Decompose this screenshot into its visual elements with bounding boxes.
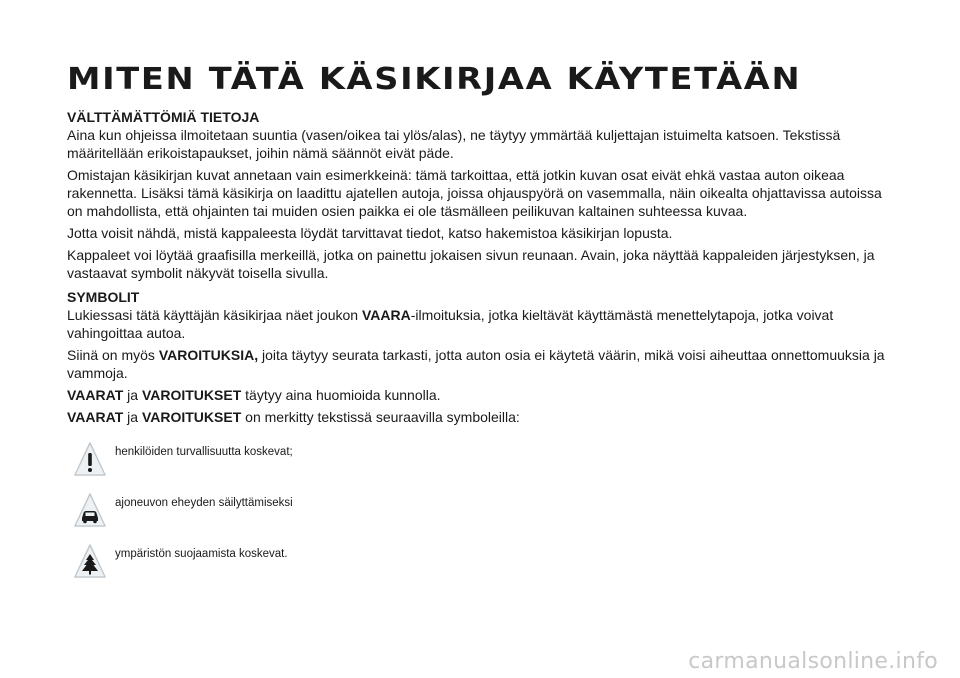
section-heading-symbols: SYMBOLIT (67, 289, 140, 305)
symbol-list (67, 436, 887, 584)
section-heading-essential: VÄLTTÄMÄTTÖMIÄ TIETOJA (67, 109, 260, 125)
warnings-keyword: VAROITUKSET (141, 387, 242, 403)
paragraph-index: Jotta voisit nähdä, mistä kappaleesta löydät tarvittavat tiedot, katso hakemistoa käsikirjan lopusta. (67, 225, 673, 241)
danger-keyword: VAARA (361, 307, 411, 323)
symbol-label: ympäristön suojaamista koskevat. (115, 548, 288, 560)
paragraph-observe: VAARAT ja VAROITUKSET täytyy aina huomioida kunnolla. (67, 387, 441, 403)
tree-warning-icon (73, 543, 107, 579)
paragraph-danger: Lukiessasi tätä käyttäjän käsikirjaa näet joukon VAARA-ilmoituksia, jotka kieltävät käyttämästä menettelytapoja, jotka voivat vahingoittaa autoa. (67, 307, 834, 341)
section-essential-info (67, 108, 887, 282)
car-warning-icon (73, 492, 107, 528)
symbol-row-environment (67, 538, 887, 584)
paragraph-illustrations: Omistajan käsikirjan kuvat annetaan vain esimerkkeinä: tämä tarkoittaa, että jotkin kuvan osat eivät ehkä vastaa auton oikeaa rakennetta. Lisäksi tämä käsikirja on laadittu ajatellen autoja, joissa ohjauspyörä on vasemmalla, näin oikealta ohjattavissa autoissa on mahdollista, että ohjainten tai muiden osien paikka ei ole täsmälleen peilikuvan kaltainen suhteessa kuvaa. (67, 167, 882, 219)
dangers-keyword: VAARAT (67, 409, 124, 425)
warnings-keyword: VAROITUKSIA, (158, 347, 259, 363)
paragraph-warnings: Siinä on myös VAROITUKSIA, joita täytyy seurata tarkasti, jotta auton osia ei käytetä väärin, mikä voisi aiheuttaa onnettomuuksia ja vammoja. (67, 347, 885, 381)
manual-page (67, 62, 887, 589)
symbol-row-personal-safety (67, 436, 887, 482)
warning-exclamation-icon (73, 441, 107, 477)
section-symbols (67, 288, 887, 426)
paragraph-graphic-marks: Kappaleet voi löytää graafisilla merkeillä, jotka on painettu jokaisen sivun reunaan. Avain, joka näyttää kappaleiden järjestyksen, ja vastaavat symbolit näkyvät toisella sivulla. (67, 247, 875, 281)
warnings-keyword: VAROITUKSET (141, 409, 242, 425)
page-title: MITEN TÄTÄ KÄSIKIRJAA KÄYTETÄÄN (67, 62, 802, 97)
paragraph-marked: VAARAT ja VAROITUKSET on merkitty tekstissä seuraavilla symboleilla: (67, 409, 520, 425)
symbol-row-vehicle (67, 487, 887, 533)
dangers-keyword: VAARAT (67, 387, 124, 403)
symbol-label: henkilöiden turvallisuutta koskevat; (115, 446, 293, 458)
watermark: carmanualsonline.info (688, 649, 938, 674)
paragraph-directions: Aina kun ohjeissa ilmoitetaan suuntia (vasen/oikea tai ylös/alas), ne täytyy ymmärtää kuljettajan istuimelta katsoen. Tekstissä määritellään erikoistapaukset, joihin nämä säännöt eivät päde. (67, 127, 841, 161)
symbol-label: ajoneuvon eheyden säilyttämiseksi (115, 497, 293, 509)
